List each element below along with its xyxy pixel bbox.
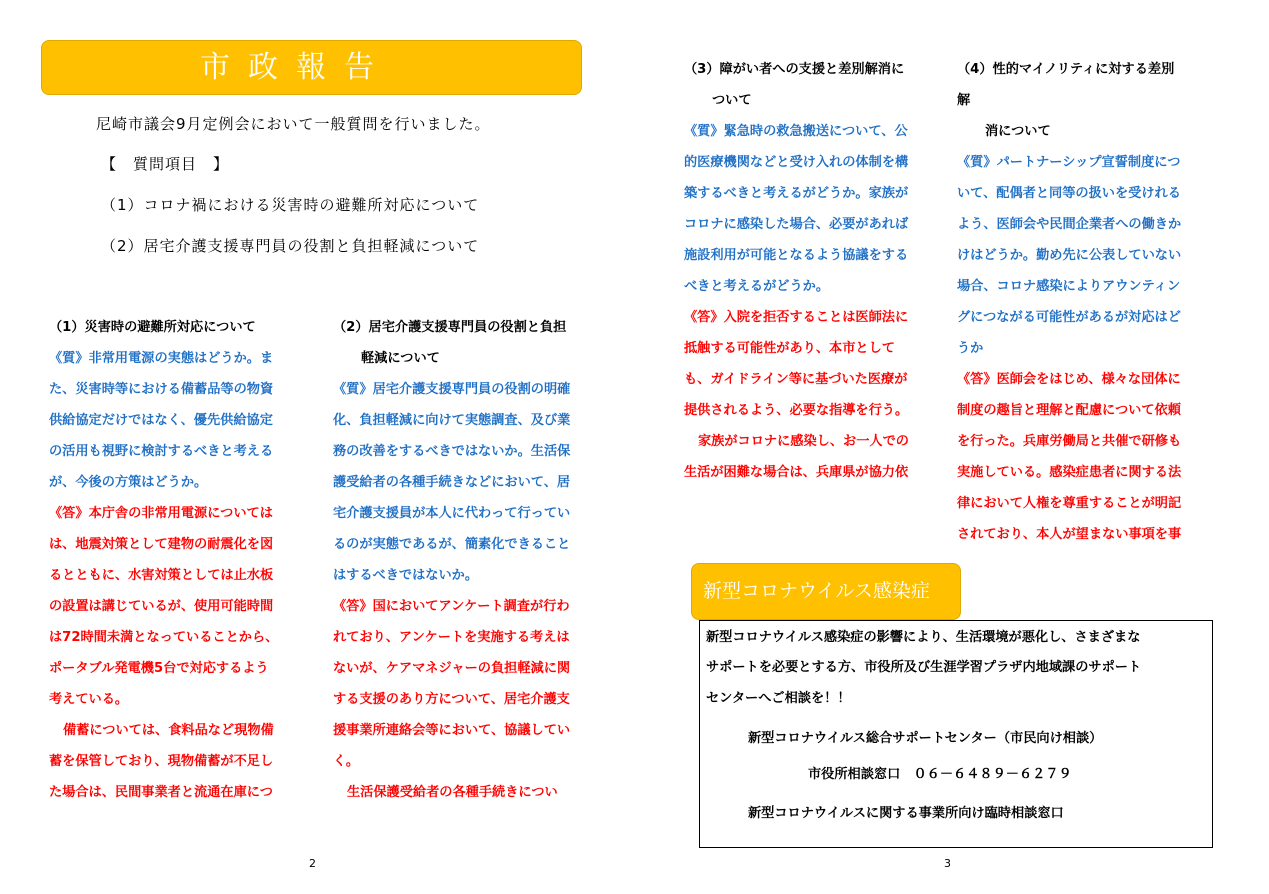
col1-answer-line: の設置は講じているが、使用可能時間 — [49, 599, 274, 614]
question-label: 《質》 — [684, 124, 724, 139]
answer-label: 《答》 — [49, 506, 89, 521]
col3-answer-line: も、ガイドライン等に基づいた医療が — [684, 372, 908, 387]
col2-question-line: るのが実態であるが、簡素化できること — [333, 537, 571, 552]
col2-question-line: はするべきではないか。 — [333, 568, 479, 583]
col2-answer-line: 生活保護受給者の各種手続きについ — [347, 785, 558, 800]
corona-info-line: サポートを必要とする方、市役所及び生涯学習プラザ内地域課のサポート — [706, 660, 1142, 675]
col1-answer-line: るとともに、水害対策としては止水板 — [49, 568, 274, 583]
col4-answer-line: 律において人権を尊重することが明記 — [957, 496, 1182, 511]
col1-answer-line: 備蓄については、食料品など現物備 — [63, 723, 274, 738]
col2-answer-line: する支援のあり方について、居宅介護支 — [333, 692, 570, 707]
col2-question-line: 護受給者の各種手続きなどにおいて、居 — [333, 475, 571, 490]
col1-question-line: 供給協定だけではなく、優先供給協定 — [49, 413, 273, 428]
question-label: 《質》 — [333, 382, 373, 397]
column-3 — [684, 54, 946, 488]
column-4 — [957, 54, 1219, 550]
col4-question-line: 場合、コロナ感染によりアウンティン — [957, 279, 1181, 294]
col1-answer-line: た場合は、民間事業者と流通在庫につ — [49, 785, 273, 800]
answer-label: 《答》 — [957, 372, 997, 387]
col1-question-line: た、災害時等における備蓄品等の物資 — [49, 382, 274, 397]
col2-answer-line: 援事業所連絡会等において、協議してい — [333, 723, 571, 738]
page-title: 市政報告 — [200, 50, 392, 85]
business-consult-line: 新型コロナウイルスに関する事業所向け臨時相談窓口 — [748, 806, 1064, 821]
col2-heading-cont: 軽減について — [361, 351, 440, 366]
col2-question-line: 化、負担軽減に向けて実態調査、及び業 — [333, 413, 571, 428]
col3-answer-line: 抵触する可能性があり、本市として — [684, 341, 895, 356]
col3-question-line: 的医療機関などと受け入れの体制を構 — [684, 155, 909, 170]
col2-question-line: 宅介護支援員が本人に代わって行ってい — [333, 506, 571, 521]
col4-answer-line: されており、本人が望まない事項を事 — [957, 527, 1182, 542]
col3-answer-line: 提供されるよう、必要な指導を行う。 — [684, 403, 909, 418]
col2-question-line: 《質》居宅介護支援専門員の役割の明確 — [333, 382, 571, 397]
col3-answer-line: 家族がコロナに感染し、お一人での — [698, 434, 909, 449]
intro-text: 尼崎市議会9月定例会において一般質問を行いました。 — [96, 115, 491, 133]
col4-answer-line: を行った。兵庫労働局と共催で研修も — [957, 434, 1182, 449]
col4-answer-line: 《答》医師会をはじめ、様々な団体に — [957, 372, 1181, 387]
col4-question-line: 《質》パートナーシップ宣誓制度につ — [957, 155, 1181, 170]
corona-info-line: 新型コロナウイルス感染症の影響により、生活環境が悪化し、さまざまな — [706, 630, 1141, 645]
col1-heading: （1）災害時の避難所対応について — [49, 320, 256, 335]
col1-answer-line: 《答》本庁舎の非常用電源については — [49, 506, 273, 521]
col4-question-line: グにつながる可能性があるが対応はど — [957, 310, 1181, 325]
col3-heading-cont: ついて — [712, 93, 752, 108]
corona-section-title: 新型コロナウイルス感染症 — [703, 580, 930, 602]
support-center-name: 新型コロナウイルス総合サポートセンター（市民向け相談） — [748, 731, 1103, 746]
col3-answer-line: 生活が困難な場合は、兵庫県が協力依 — [684, 465, 909, 480]
col4-question-line: よう、医師会や民間企業者への働きか — [957, 217, 1182, 232]
col1-question-line: 《質》非常用電源の実態はどうか。ま — [49, 351, 274, 366]
answer-label: 《答》 — [684, 310, 724, 325]
col3-question-line: 施設利用が可能となるよう協議をする — [684, 248, 909, 263]
col4-heading-cont: 解 — [957, 93, 971, 108]
col4-heading-cont: 消について — [985, 124, 1051, 139]
col3-question-line: 《質》緊急時の救急搬送について、公 — [684, 124, 908, 139]
col2-question-line: 務の改善をするべきではないか。生活保 — [333, 444, 571, 459]
column-1 — [49, 312, 324, 808]
support-phone-line: 市役所相談窓口 ０６－６４８９－６２７９ — [808, 767, 1072, 782]
question-item-2: （2）居宅介護支援専門員の役割と負担軽減について — [101, 237, 480, 255]
question-label: 《質》 — [957, 155, 997, 170]
col2-answer-line: れており、アンケートを実施する考えは — [333, 630, 570, 645]
items-heading: 【 質問項目 】 — [101, 155, 230, 173]
question-label: 《質》 — [49, 351, 89, 366]
col3-answer-line: 《答》入院を拒否することは医師法に — [684, 310, 909, 325]
col4-question-line: けはどうか。勤め先に公表していない — [957, 248, 1182, 263]
col2-heading: （2）居宅介護支援専門員の役割と負担 — [333, 320, 567, 335]
answer-label: 《答》 — [333, 599, 373, 614]
col3-question-line: コロナに感染した場合、必要があれば — [684, 217, 909, 232]
col2-answer-line: く。 — [333, 754, 360, 769]
column-2 — [333, 312, 608, 808]
col1-answer-line: は、地震対策として建物の耐震化を図 — [49, 537, 274, 552]
col3-heading: （3）障がい者への支援と差別解消に — [684, 62, 905, 77]
col3-question-line: 築するべきと考えるがどうか。家族が — [684, 186, 909, 201]
col1-answer-line: 考えている。 — [49, 692, 129, 707]
col4-answer-line: 制度の趣旨と理解と配慮について依頼 — [957, 403, 1181, 418]
col1-answer-line: は72時間未満となっていることから、 — [49, 630, 279, 645]
col1-answer-line: ポータブル発電機5台で対応するよう — [49, 661, 269, 676]
col2-answer-line: 《答》国においてアンケート調査が行わ — [333, 599, 570, 614]
col3-question-line: べきと考えるがどうか。 — [684, 279, 830, 294]
col4-question-line: うか — [957, 341, 984, 356]
col2-answer-line: ないが、ケアマネジャーの負担軽減に関 — [333, 661, 571, 676]
col1-question-line: の活用も視野に検討するべきと考える — [49, 444, 274, 459]
col1-answer-line: 蓄を保管しており、現物備蓄が不足し — [49, 754, 274, 769]
question-item-1: （1）コロナ禍における災害時の避難所対応について — [101, 196, 480, 214]
col1-question-line: が、今後の方策はどうか。 — [49, 475, 208, 490]
col4-question-line: いて、配偶者と同等の扱いを受けれる — [957, 186, 1181, 201]
col4-heading: （4）性的マイノリティに対する差別 — [957, 62, 1175, 77]
page-number-right: 3 — [944, 857, 951, 870]
col4-answer-line: 実施している。感染症患者に関する法 — [957, 465, 1182, 480]
corona-info-line: センターへご相談を！！ — [706, 691, 851, 706]
page-number-left: 2 — [309, 857, 316, 870]
